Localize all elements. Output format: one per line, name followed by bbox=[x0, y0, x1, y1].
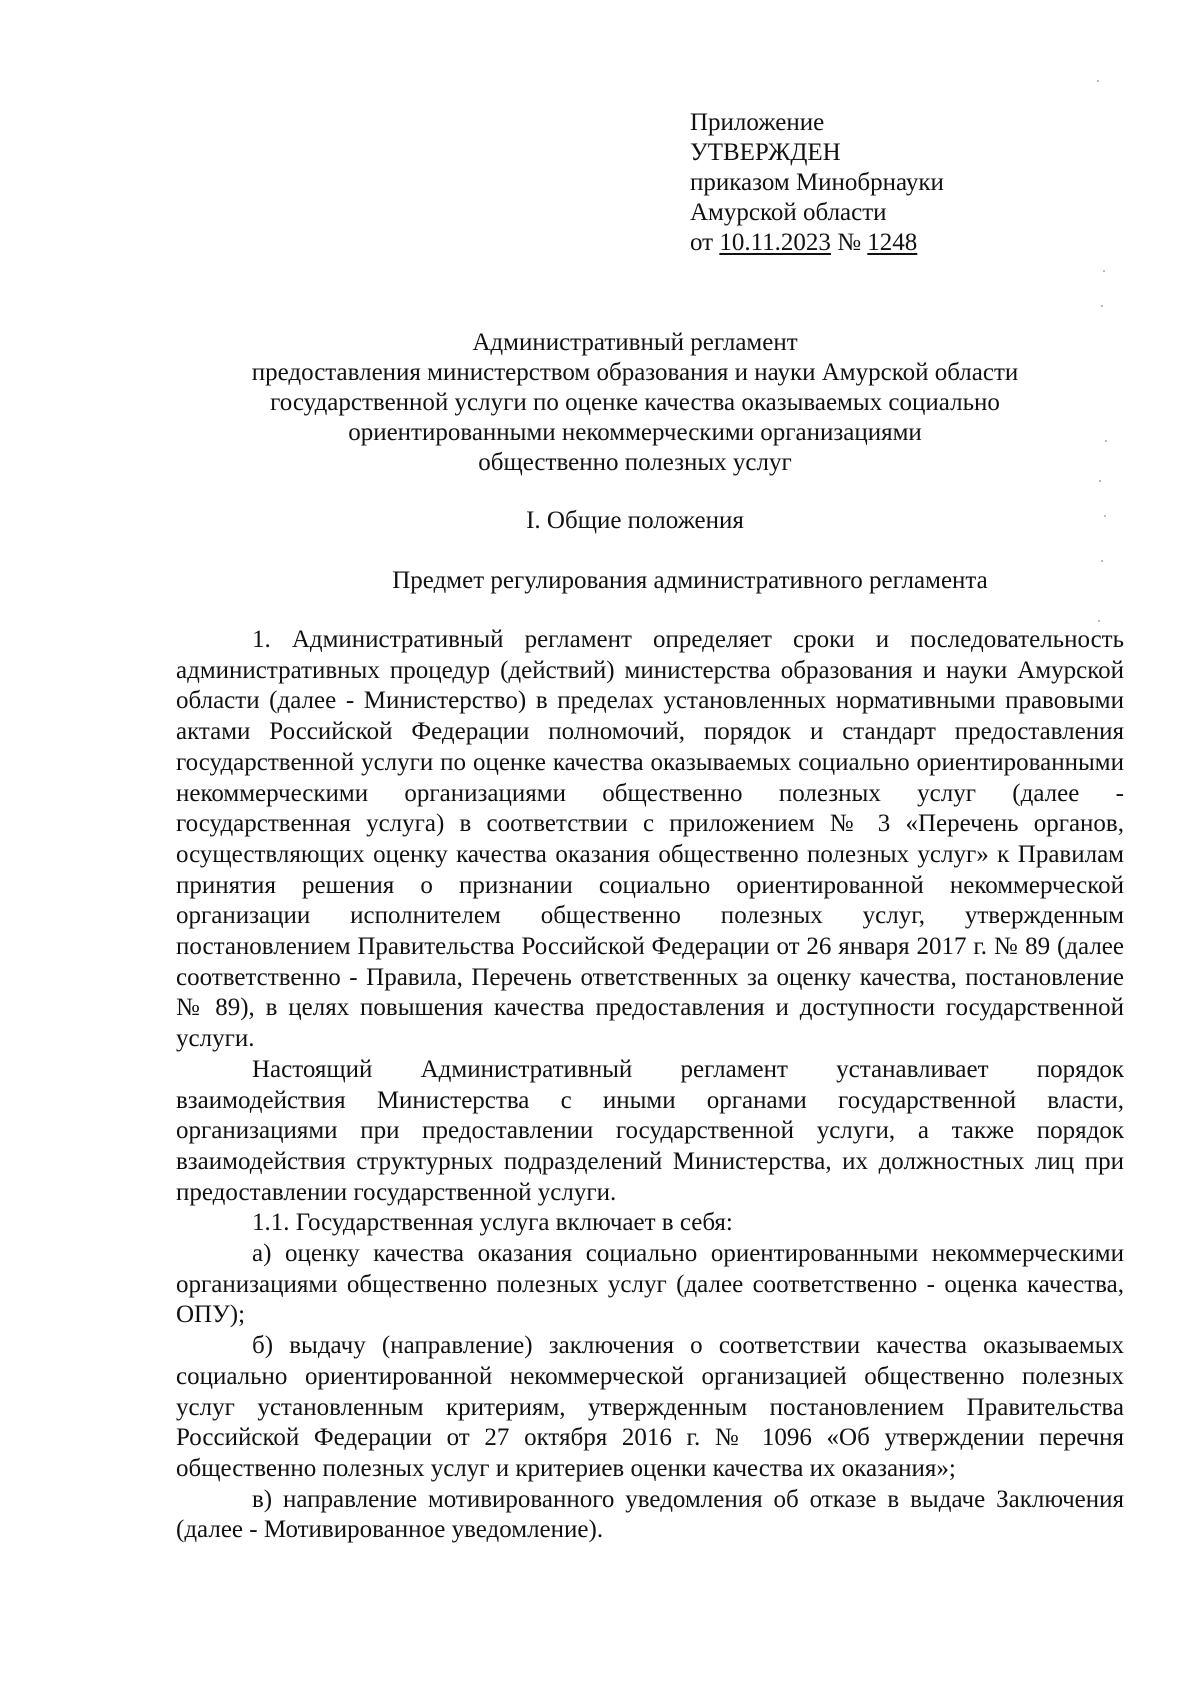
approval-stamp bbox=[690, 108, 944, 258]
approval-date-line bbox=[690, 228, 944, 258]
subsection-heading: Предмет регулирования административного регламента bbox=[392, 567, 988, 594]
title-line-4: ориентированными некоммерческими организациями bbox=[348, 419, 922, 446]
section-heading: I. Общие положения bbox=[526, 507, 744, 534]
approval-appendix-label: Приложение bbox=[690, 109, 825, 136]
title-line-2: предоставления министерством образования и науки Амурской области bbox=[251, 359, 1019, 386]
paragraph-2: Настоящий Административный регламент устанавливает порядок взаимодействия Министерства с иными органами государственной власти, организациями при предоставлении государственной услуги, а также порядок взаимодействия структурных подразделений Министерства, их должностных лиц при предоставлении государственной услуги. bbox=[176, 1055, 1124, 1206]
paragraph-6: в) направление мотивированного уведомления об отказе в выдаче Заключения (далее - Мотивированное уведомление). bbox=[176, 1485, 1124, 1544]
approval-number: 1248 bbox=[867, 229, 918, 256]
title-line-1: Административный регламент bbox=[472, 329, 798, 356]
paragraph-5: б) выдачу (направление) заключения о соответствии качества оказываемых социально ориентированной некоммерческой организацией общественно полезных услуг установленным критериям, утвержденным постановлением Правительства Российской Федерации от 27 октября 2016 г. № 1096 «Об утверждении перечня общественно полезных услуг и критериев оценки качества их оказания»; bbox=[176, 1332, 1124, 1482]
approval-number-prefix: № bbox=[830, 229, 868, 256]
approval-region-label: Амурской области bbox=[690, 199, 887, 226]
approval-date-prefix: от bbox=[690, 229, 720, 256]
scan-noise bbox=[1095, 60, 1115, 660]
paragraph-1: 1. Административный регламент определяет сроки и последовательность административных процедур (действий) министерства образования и науки Амурской области (далее - Министерство) в пределах установленных нормативными правовыми актами Российской Федерации полномочий, порядок и стандарт предоставления государственной услуги по оценке качества оказываемых социально ориентированными некоммерческими организациями общественно полезных услуг (далее - государственная услуга) в соответствии с приложением № 3 «Перечень органов, осуществляющих оценку качества оказания общественно полезных услуг» к Правилам принятия решения о признании социально ориентированной некоммерческой организации исполнителем общественно полезных услуг, утвержденным постановлением Правительства Российской Федерации от 26 января 2017 г. № 89 (далее соответственно - Правила, Перечень ответственных за оценку качества, постановление № 89), в целях повышения качества предоставления и доступности государственной услуги. bbox=[176, 626, 1124, 1053]
approval-approved-label: УТВЕРЖДЕН bbox=[690, 139, 841, 166]
document-title bbox=[190, 328, 1080, 478]
title-line-3: государственной услуги по оценке качества оказываемых социально bbox=[270, 389, 1000, 416]
document-body bbox=[176, 625, 1124, 1546]
paragraph-4: а) оценку качества оказания социально ориентированными некоммерческими организациями общественно полезных услуг (далее соответственно - оценка качества, ОПУ); bbox=[176, 1240, 1124, 1329]
approval-order-label: приказом Минобрнауки bbox=[690, 169, 944, 196]
paragraph-3: 1.1. Государственная услуга включает в себя: bbox=[252, 1209, 733, 1237]
approval-date: 10.11.2023 bbox=[719, 229, 831, 256]
title-line-5: общественно полезных услуг bbox=[478, 449, 792, 476]
